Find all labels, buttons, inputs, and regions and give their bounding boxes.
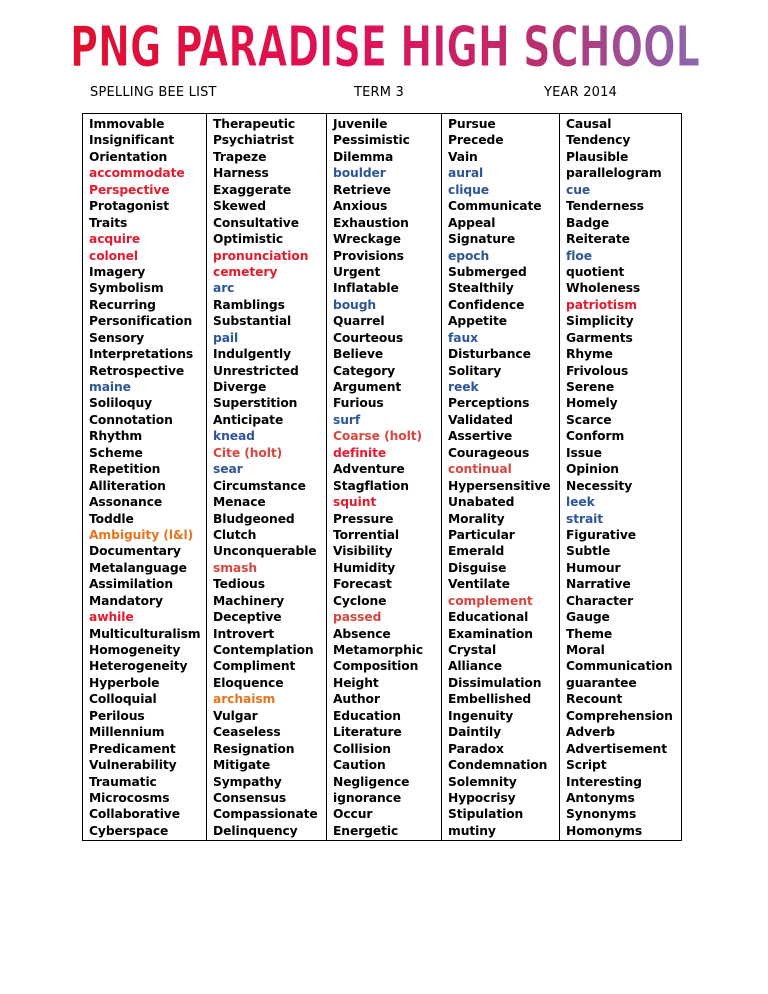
- spelling-word: Unabated: [448, 495, 515, 510]
- spelling-word: Torrential: [333, 527, 400, 542]
- spelling-word: Educational: [448, 610, 529, 625]
- spelling-word: acquire: [89, 232, 141, 247]
- spelling-word: Adverb: [566, 725, 615, 740]
- spelling-word: Badge: [566, 215, 610, 230]
- spelling-word: Argument: [333, 380, 402, 394]
- spelling-word: Conform: [566, 429, 625, 444]
- spelling-word: Recount: [566, 692, 623, 707]
- spelling-word: Coarse (holt): [333, 429, 423, 444]
- spelling-word: Scarce: [566, 412, 612, 427]
- spelling-word: Tenderness: [566, 199, 644, 214]
- spelling-word: faux: [448, 330, 478, 345]
- spelling-word: Assimilation: [89, 577, 174, 592]
- spelling-word: Simplicity: [566, 314, 634, 329]
- spelling-word: Homogeneity: [89, 643, 181, 657]
- spelling-word: Connotation: [89, 412, 173, 427]
- spelling-word: Disguise: [448, 560, 507, 575]
- spelling-word: epoch: [448, 248, 490, 263]
- spelling-word: Embellished: [448, 692, 532, 707]
- spelling-word: Vulgar: [213, 708, 258, 723]
- spelling-word: Predicament: [89, 741, 176, 756]
- spelling-word: boulder: [333, 166, 386, 181]
- spelling-word: Exhaustion: [333, 215, 409, 230]
- spelling-word: pronunciation: [213, 248, 309, 263]
- spelling-word: Inflatable: [333, 281, 399, 296]
- spelling-word: Narrative: [566, 577, 631, 592]
- spelling-word: Soliloquy: [89, 396, 153, 411]
- spelling-word: Condemnation: [448, 758, 548, 773]
- spelling-word: Particular: [448, 527, 515, 542]
- spelling-word: mutiny: [448, 823, 496, 838]
- spelling-word: Psychiatrist: [213, 133, 294, 148]
- spelling-word: Forecast: [333, 577, 392, 592]
- spelling-word: Homely: [566, 396, 618, 411]
- spelling-word: Trapeze: [213, 149, 267, 164]
- spelling-word: Quarrel: [333, 314, 385, 329]
- spelling-word: surf: [333, 412, 361, 427]
- spelling-word: Urgent: [333, 264, 381, 279]
- spelling-word: Repetition: [89, 462, 161, 477]
- spelling-word: Submerged: [448, 264, 527, 279]
- spelling-word: Perspective: [89, 182, 170, 197]
- spelling-word: Perceptions: [448, 396, 530, 411]
- spelling-word: Pessimistic: [333, 133, 410, 148]
- spelling-word: Pursue: [448, 117, 496, 131]
- spelling-word: pail: [213, 330, 239, 345]
- spelling-word: complement: [448, 593, 533, 608]
- spelling-word: Moral: [566, 643, 605, 657]
- spelling-word: Multiculturalism: [89, 626, 201, 641]
- spelling-word: Morality: [448, 511, 505, 526]
- spelling-word: Humidity: [333, 560, 396, 575]
- word-column-2: [206, 114, 326, 840]
- spelling-word: colonel: [89, 248, 139, 263]
- spelling-word: Therapeutic: [213, 117, 296, 131]
- spelling-word: Pressure: [333, 511, 394, 526]
- spelling-word: awhile: [89, 610, 134, 625]
- spelling-word: Mitigate: [213, 758, 271, 773]
- spelling-word: Alliance: [448, 659, 503, 674]
- spelling-word: Stagflation: [333, 478, 409, 493]
- spelling-word: Alliteration: [89, 478, 166, 493]
- spelling-word: continual: [448, 462, 512, 477]
- spelling-word: Communicate: [448, 199, 542, 214]
- spelling-word: Substantial: [213, 314, 292, 329]
- spelling-word: Optimistic: [213, 232, 284, 247]
- spelling-word: Subtle: [566, 544, 611, 559]
- spelling-word: Compliment: [213, 659, 296, 674]
- spelling-word: Cyberspace: [89, 823, 169, 838]
- spelling-word: Tendency: [566, 133, 631, 148]
- spelling-word: sear: [213, 462, 243, 477]
- spelling-word: Protagonist: [89, 199, 170, 214]
- spelling-word: arc: [213, 281, 235, 296]
- spelling-word: Negligence: [333, 774, 410, 789]
- spelling-word: cue: [566, 182, 591, 197]
- spelling-word: Harness: [213, 166, 269, 181]
- spelling-word: Metalanguage: [89, 560, 187, 575]
- list-title: SPELLING BEE LIST: [90, 85, 217, 100]
- spelling-word: ignorance: [333, 790, 402, 805]
- spelling-word: Courageous: [448, 445, 530, 460]
- spelling-word: Collision: [333, 741, 391, 756]
- spelling-word: Humour: [566, 560, 621, 575]
- spelling-word: Recurring: [89, 297, 156, 312]
- spelling-word: Millennium: [89, 725, 165, 740]
- spelling-word: Ventilate: [448, 577, 510, 592]
- spelling-word: smash: [213, 560, 258, 575]
- spelling-word: Diverge: [213, 380, 267, 394]
- spelling-word: Plausible: [566, 149, 629, 164]
- spelling-word: Microcosms: [89, 790, 170, 805]
- spelling-word: Resignation: [213, 741, 295, 756]
- spelling-word: Visibility: [333, 544, 393, 559]
- spelling-word: Causal: [566, 117, 612, 131]
- spelling-word: Hypocrisy: [448, 790, 516, 805]
- spelling-word: Consultative: [213, 215, 299, 230]
- spelling-word: Hypersensitive: [448, 478, 551, 493]
- spelling-word: Theme: [566, 626, 613, 641]
- spelling-word: Caution: [333, 758, 386, 773]
- spelling-word: Validated: [448, 412, 513, 427]
- spelling-word: Advertisement: [566, 741, 667, 756]
- spelling-word: Occur: [333, 807, 373, 822]
- spelling-word: Compassionate: [213, 807, 318, 822]
- spelling-word: Solitary: [448, 363, 502, 378]
- spelling-word: definite: [333, 445, 387, 460]
- spelling-word: Unconquerable: [213, 544, 317, 559]
- spelling-word: Height: [333, 675, 379, 690]
- spelling-word: reek: [448, 380, 479, 394]
- spelling-word: accommodate: [89, 166, 185, 181]
- spelling-word: Interesting: [566, 774, 642, 789]
- spelling-word: Clutch: [213, 527, 257, 542]
- spelling-word: Communication: [566, 659, 673, 674]
- spelling-word: Solemnity: [448, 774, 517, 789]
- spelling-word: knead: [213, 429, 255, 444]
- spelling-word: Menace: [213, 495, 266, 510]
- spelling-word: Garments: [566, 330, 633, 345]
- spelling-word: Vulnerability: [89, 758, 177, 773]
- spelling-word: Necessity: [566, 478, 633, 493]
- spelling-word: Collaborative: [89, 807, 180, 822]
- spelling-word: Dilemma: [333, 149, 394, 164]
- spelling-word: parallelogram: [566, 166, 662, 181]
- spelling-word: Wreckage: [333, 232, 401, 247]
- spelling-word: Scheme: [89, 445, 143, 460]
- spelling-word: Assertive: [448, 429, 513, 444]
- spelling-word: Emerald: [448, 544, 505, 559]
- spelling-word: Stipulation: [448, 807, 524, 822]
- spelling-word: Traits: [89, 215, 128, 230]
- spelling-word: Furious: [333, 396, 384, 411]
- spelling-word: guarantee: [566, 675, 637, 690]
- spelling-word: Traumatic: [89, 774, 157, 789]
- spelling-word: strait: [566, 511, 604, 526]
- spelling-word: Retrieve: [333, 182, 391, 197]
- spelling-word: Confidence: [448, 297, 525, 312]
- spelling-word: Mandatory: [89, 593, 163, 608]
- spelling-word: Delinquency: [213, 823, 298, 838]
- spelling-word: Adventure: [333, 462, 405, 477]
- word-column-4: [441, 114, 559, 840]
- spelling-word: Unrestricted: [213, 363, 299, 378]
- spelling-word: floe: [566, 248, 592, 263]
- spelling-word: Skewed: [213, 199, 266, 214]
- spelling-word: quotient: [566, 264, 625, 279]
- word-column-3: [326, 114, 441, 840]
- spelling-word: Ramblings: [213, 297, 285, 312]
- spelling-word: Issue: [566, 445, 602, 460]
- spelling-word: Frivolous: [566, 363, 629, 378]
- spelling-word: Tedious: [213, 577, 265, 592]
- spelling-word: Dissimulation: [448, 675, 542, 690]
- spelling-word: Courteous: [333, 330, 404, 345]
- spelling-word: Energetic: [333, 823, 399, 838]
- spelling-word: Eloquence: [213, 675, 284, 690]
- spelling-word: Gauge: [566, 610, 610, 625]
- spelling-word: Circumstance: [213, 478, 306, 493]
- spelling-word: passed: [333, 610, 382, 625]
- spelling-word: Heterogeneity: [89, 659, 188, 674]
- spelling-word: Introvert: [213, 626, 275, 641]
- spelling-word: Toddle: [89, 511, 134, 526]
- spelling-word: Rhyme: [566, 347, 613, 362]
- spelling-word: patriotism: [566, 297, 637, 312]
- spelling-word: Reiterate: [566, 232, 630, 247]
- spelling-word: leek: [566, 495, 595, 510]
- spelling-word: aural: [448, 166, 484, 181]
- spelling-word: Vain: [448, 149, 478, 164]
- spelling-word: Documentary: [89, 544, 181, 559]
- spelling-word: Contemplation: [213, 643, 314, 657]
- spelling-word: Precede: [448, 133, 504, 148]
- spelling-word: Antonyms: [566, 790, 635, 805]
- spelling-word: Sympathy: [213, 774, 282, 789]
- spelling-word: Consensus: [213, 790, 287, 805]
- spelling-word: archaism: [213, 692, 276, 707]
- spelling-word: Composition: [333, 659, 419, 674]
- spelling-word: Disturbance: [448, 347, 531, 362]
- spelling-word: Cyclone: [333, 593, 387, 608]
- spelling-word: Ceaseless: [213, 725, 281, 740]
- spelling-word: Signature: [448, 232, 516, 247]
- spelling-word: Daintily: [448, 725, 501, 740]
- spelling-word: Ingenuity: [448, 708, 514, 723]
- spelling-word: Sensory: [89, 330, 145, 345]
- word-column-1: [82, 114, 206, 840]
- spelling-word: Category: [333, 363, 396, 378]
- word-column-5: [559, 114, 682, 840]
- spelling-word: Juvenile: [333, 117, 388, 131]
- spelling-word: Cite (holt): [213, 445, 283, 460]
- spelling-word: Appetite: [448, 314, 507, 329]
- spelling-word: Interpretations: [89, 347, 194, 362]
- spelling-word: Serene: [566, 380, 615, 394]
- spelling-word: Metamorphic: [333, 643, 424, 657]
- spelling-word: Insignificant: [89, 133, 175, 148]
- spelling-word: Education: [333, 708, 401, 723]
- spelling-word: Author: [333, 692, 380, 707]
- spelling-word: Paradox: [448, 741, 504, 756]
- spelling-word: Bludgeoned: [213, 511, 295, 526]
- spelling-word: Imagery: [89, 264, 146, 279]
- spelling-word: Ambiguity (l&l): [89, 527, 194, 542]
- spelling-word: Indulgently: [213, 347, 292, 362]
- spelling-word: clique: [448, 182, 490, 197]
- spelling-word: squint: [333, 495, 377, 510]
- spelling-word: Colloquial: [89, 692, 157, 707]
- spelling-word: Personification: [89, 314, 193, 329]
- school-banner: [60, 4, 710, 84]
- spelling-list-table: [82, 113, 682, 841]
- spelling-word: cemetery: [213, 264, 278, 279]
- spelling-word: Provisions: [333, 248, 404, 263]
- spelling-word: Deceptive: [213, 610, 282, 625]
- spelling-word: bough: [333, 297, 377, 312]
- spelling-word: Orientation: [89, 149, 168, 164]
- spelling-word: Perilous: [89, 708, 145, 723]
- spelling-word: Character: [566, 593, 634, 608]
- spelling-word: Comprehension: [566, 708, 673, 723]
- spelling-word: Exaggerate: [213, 182, 292, 197]
- spelling-word: Examination: [448, 626, 533, 641]
- term-label: TERM 3: [354, 85, 405, 100]
- spelling-word: Assonance: [89, 495, 163, 510]
- spelling-word: Believe: [333, 347, 384, 362]
- spelling-word: Wholeness: [566, 281, 641, 296]
- spelling-word: Literature: [333, 725, 402, 740]
- spelling-word: Opinion: [566, 462, 619, 477]
- spelling-word: Superstition: [213, 396, 298, 411]
- spelling-word: Absence: [333, 626, 391, 641]
- spelling-word: Immovable: [89, 117, 165, 131]
- spelling-word: Figurative: [566, 527, 636, 542]
- spelling-word: Hyperbole: [89, 675, 160, 690]
- spelling-word: Rhythm: [89, 429, 143, 444]
- spelling-word: Synonyms: [566, 807, 637, 822]
- spelling-word: Appeal: [448, 215, 496, 230]
- spelling-word: Symbolism: [89, 281, 164, 296]
- spelling-word: maine: [89, 380, 131, 394]
- spelling-word: Homonyms: [566, 823, 643, 838]
- spelling-word: Crystal: [448, 643, 497, 657]
- spelling-word: Anxious: [333, 199, 388, 214]
- spelling-word: Retrospective: [89, 363, 185, 378]
- year-label: YEAR 2014: [544, 85, 618, 100]
- spelling-word: Machinery: [213, 593, 285, 608]
- spelling-word: Anticipate: [213, 412, 284, 427]
- spelling-word: Stealthily: [448, 281, 514, 296]
- school-name: PNG PARADISE HIGH SCHOOL: [70, 15, 700, 80]
- spelling-word: Script: [566, 758, 607, 773]
